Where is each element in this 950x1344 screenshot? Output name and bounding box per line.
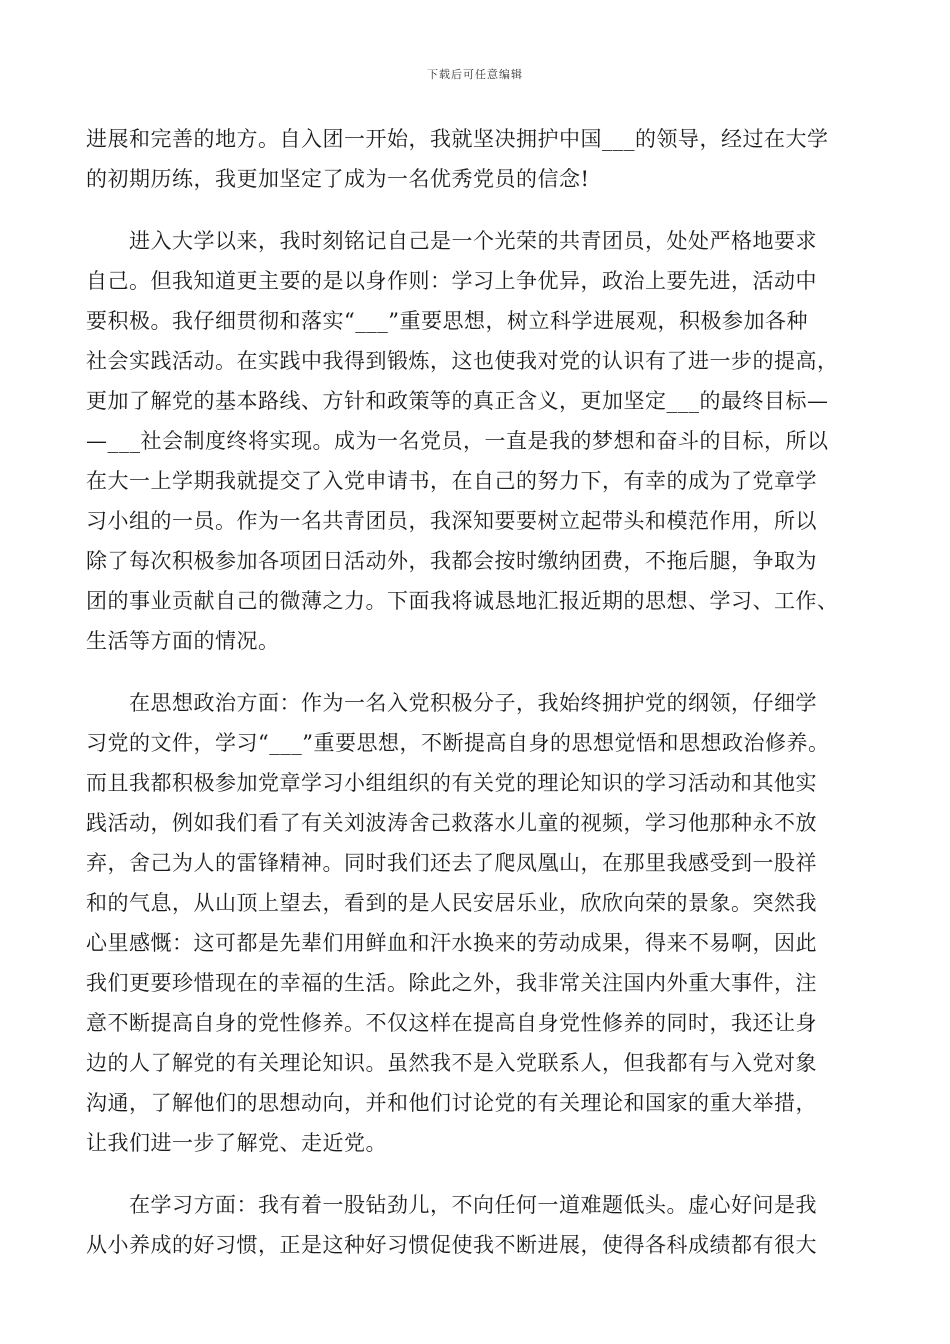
text-line: 社会实践活动。在实践中我得到锻炼，这也使我对党的认识有了进一步的提高， xyxy=(86,349,839,373)
paragraph-1 xyxy=(86,119,868,199)
paragraph-2 xyxy=(86,221,868,661)
paragraph-3 xyxy=(86,683,868,1163)
text-line: 在思想政治方面：作为一名入党积极分子，我始终拥护党的纲领，仔细学 xyxy=(86,691,817,715)
text-line: 弃，舍己为人的雷锋精神。同时我们还去了爬凤凰山，在那里我感受到一股祥 xyxy=(86,851,817,875)
text-line: 更加了解党的基本路线、方针和政策等的真正含义，更加坚定___的最终目标— xyxy=(86,389,829,413)
text-line: 让我们进一步了解党、走近党。 xyxy=(86,1131,387,1155)
text-line: 心里感慨：这可都是先辈们用鲜血和汗水换来的劳动成果，得来不易啊，因此 xyxy=(86,931,817,955)
text-line: 而且我都积极参加党章学习小组组织的有关党的理论知识的学习活动和其他实 xyxy=(86,771,817,795)
text-line: 进入大学以来，我时刻铭记自己是一个光荣的共青团员，处处严格地要求 xyxy=(86,229,817,253)
document-body xyxy=(86,119,868,1265)
text-line: 生活等方面的情况。 xyxy=(86,629,280,653)
text-line: 团的事业贡献自己的微薄之力。下面我将诚恳地汇报近期的思想、学习、工作、 xyxy=(86,589,839,613)
text-line: 践活动，例如我们看了有关刘波涛舍己救落水儿童的视频，学习他那种永不放 xyxy=(86,811,817,835)
text-line: 自己。但我知道更主要的是以身作则：学习上争优异，政治上要先进，活动中 xyxy=(86,269,817,293)
text-line: 在学习方面：我有着一股钻劲儿，不向任何一道难题低头。虚心好问是我 xyxy=(86,1193,817,1217)
text-line: 在大一上学期我就提交了入党申请书，在自己的努力下，有幸的成为了党章学 xyxy=(86,469,817,493)
paragraph-4 xyxy=(86,1185,868,1265)
text-line: 除了每次积极参加各项团日活动外，我都会按时缴纳团费，不拖后腿，争取为 xyxy=(86,549,817,573)
text-line: 要积极。我仔细贯彻和落实“___”重要思想，树立科学进展观，积极参加各种 xyxy=(86,309,808,333)
text-line: 习小组的一员。作为一名共青团员，我深知要要树立起带头和模范作用，所以 xyxy=(86,509,817,533)
text-line: 从小养成的好习惯，正是这种好习惯促使我不断进展，使得各科成绩都有很大 xyxy=(86,1233,817,1257)
text-line: 和的气息，从山顶上望去，看到的是人民安居乐业，欣欣向荣的景象。突然我 xyxy=(86,891,817,915)
text-line: 我们更要珍惜现在的幸福的生活。除此之外，我非常关注国内外重大事件，注 xyxy=(86,971,817,995)
text-line: 边的人了解党的有关理论知识。虽然我不是入党联系人，但我都有与入党对象 xyxy=(86,1051,817,1075)
text-line: 习党的文件，学习“___”重要思想，不断提高自身的思想觉悟和思想政治修养。 xyxy=(86,731,830,755)
text-line: 沟通，了解他们的思想动向，并和他们讨论党的有关理论和国家的重大举措， xyxy=(86,1091,817,1115)
page-header: 下载后可任意编辑 xyxy=(427,68,523,81)
text-line: 意不断提高自身的党性修养。不仅这样在提高自身党性修养的同时，我还让身 xyxy=(86,1011,817,1035)
text-line: 进展和完善的地方。自入团一开始，我就坚决拥护中国___的领导，经过在大学 xyxy=(86,127,829,151)
text-line: 的初期历练，我更加坚定了成为一名优秀党员的信念! xyxy=(86,167,590,191)
text-line: —___社会制度终将实现。成为一名党员，一直是我的梦想和奋斗的目标，所以 xyxy=(86,429,829,453)
